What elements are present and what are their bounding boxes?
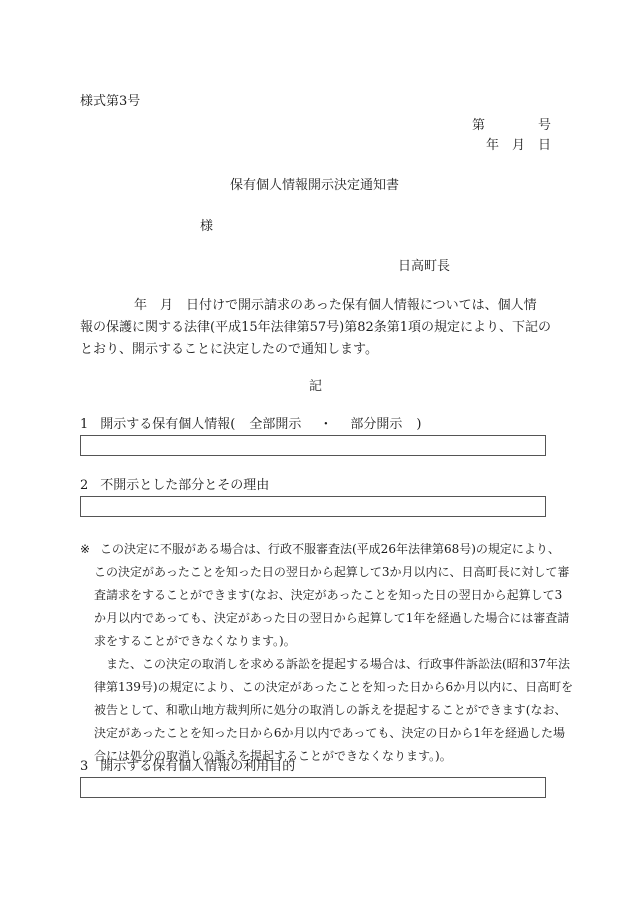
document-title: 保有個人情報開示決定通知書 <box>230 178 400 193</box>
body-line-2: 報の保護に関する法律(平成15年法律第57号)第82条第1項の規定により、下記の <box>80 320 552 335</box>
note-line-7: 律第139号)の規定により、この決定があったことを知った日から6か月以内に、日高町を <box>94 680 574 694</box>
note-line-6: また、この決定の取消しを求める訴訟を提起する場合は、行政事件訴訟法(昭和37年法 <box>106 657 570 671</box>
note-line-1: この決定に不服がある場合は、行政不服審査法(平成26年法律第68号)の規定により、 <box>100 542 560 556</box>
note-line-8: 被告として、和歌山地方裁判所に処分の取消しの訴えを提起することができます(なお、 <box>94 703 567 717</box>
section-2-heading <box>80 475 269 497</box>
date-day: 日 <box>538 138 552 153</box>
section-3-heading <box>80 756 295 778</box>
section-2-input-box[interactable] <box>80 496 546 517</box>
section-1-number: 1 <box>80 417 89 432</box>
section-3-number: 3 <box>80 759 89 774</box>
note-line-9: 決定があったことを知った日から6か月以内であっても、決定の日から1年を経過した場 <box>94 726 566 740</box>
section-3-label: 開示する保有個人情報の利用目的 <box>100 759 296 774</box>
note-line-5: 求をすることができなくなります。)。 <box>94 634 296 648</box>
section-1-open-paren: ( <box>230 417 236 432</box>
addressee-suffix: 様 <box>200 219 214 234</box>
option-separator: ・ <box>319 417 333 432</box>
date-year: 年 <box>486 138 500 153</box>
body-line-3: とおり、開示することに決定したので通知します。 <box>80 342 378 357</box>
ki-heading: 記 <box>309 379 323 394</box>
section-1-heading <box>80 414 422 436</box>
section-2-label: 不開示とした部分とその理由 <box>100 478 270 493</box>
body-line-1: 年 月 日付けで開示請求のあった保有個人情報については、個人情 <box>134 298 537 313</box>
doc-number-suffix: 号 <box>538 118 552 133</box>
issuer: 日高町長 <box>398 259 451 274</box>
note-line-10: 合には処分の取消しの訴えを提起することができなくなります。)。 <box>94 749 452 763</box>
section-1-label: 開示する保有個人情報 <box>100 417 231 432</box>
section-3-input-box[interactable] <box>80 777 546 798</box>
note-line-3: 査請求をすることができます(なお、決定があったことを知った日の翌日から起算して3 <box>94 588 563 602</box>
doc-number-prefix: 第 <box>472 118 486 133</box>
option-full-disclosure: 全部開示 <box>249 417 302 432</box>
option-partial-disclosure: 部分開示 <box>350 417 403 432</box>
form-number: 様式第3号 <box>80 94 141 109</box>
note-line-2: この決定があったことを知った日の翌日から起算して3か月以内に、日高町長に対して審 <box>94 565 570 579</box>
section-1-close-paren: ) <box>416 417 422 432</box>
note-mark: ※ <box>80 542 91 556</box>
note-line-4: か月以内であっても、決定があった日の翌日から起算して1年を経過した場合には審査請 <box>94 611 570 625</box>
date-month: 月 <box>512 138 526 153</box>
section-2-number: 2 <box>80 478 89 493</box>
section-1-input-box[interactable] <box>80 435 546 456</box>
